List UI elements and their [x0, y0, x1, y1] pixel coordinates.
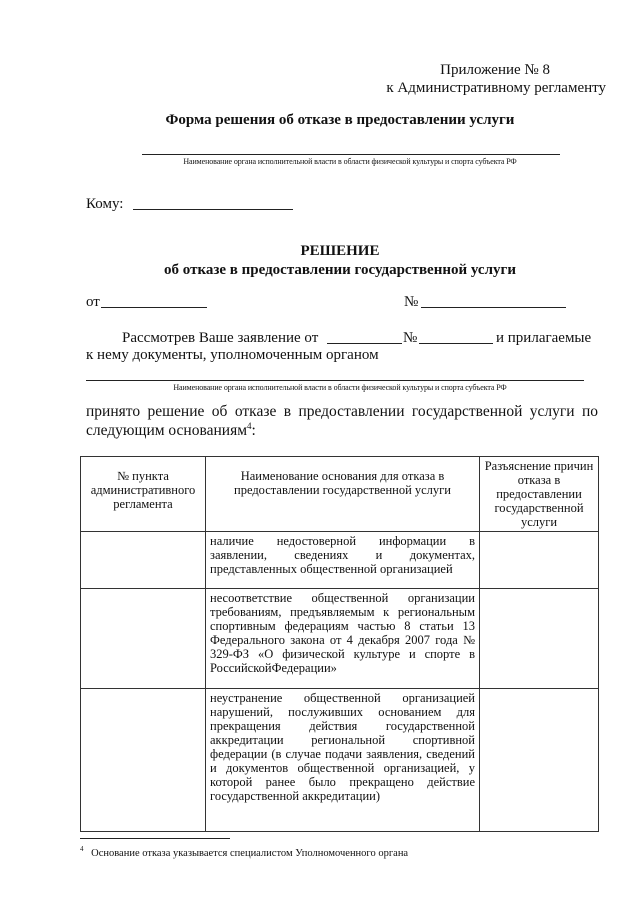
- form-title: Форма решения об отказе в предоставлении услуги: [165, 112, 515, 128]
- number-line: [421, 307, 566, 308]
- row3-explanation: [480, 689, 599, 832]
- row2-point: [81, 589, 206, 689]
- organ-caption-body: Наименование органа исполнительной власти в области физической культуры и спорта субъекта РФ: [173, 383, 507, 392]
- number-label: №: [404, 294, 419, 310]
- footnote-text: Основание отказа указывается специалистом Уполномоченного органа: [91, 847, 409, 859]
- application-number-line: [419, 343, 493, 344]
- row3-reason: неустранение общественной организацией нарушений, послуживших основанием для прекращения действия государственной аккредитации региональной спортивной федерации (в случае подачи заявления, сведений и документов общественной организацией, у которой ранее было прекращено действие государственной аккредитации): [206, 689, 480, 832]
- body-line3: принято решение об отказе в предоставлении государственной услуги по: [86, 403, 598, 420]
- body-line1-start: Рассмотрев Ваше заявление от: [122, 330, 319, 346]
- to-label: Кому:: [86, 196, 124, 212]
- header-explanation: Разъяснение причин отказа в предоставлении государственной услуги: [480, 457, 599, 532]
- footnote-ref: 4: [247, 421, 252, 431]
- body-line4-colon: :: [251, 422, 256, 440]
- body-line1-number-label: №: [403, 330, 418, 346]
- header-reason: Наименование основания для отказа в предоставлении государственной услуги: [206, 457, 480, 532]
- decision-subtitle: об отказе в предоставлении государственной услуги: [164, 262, 516, 278]
- footnote-separator: [80, 838, 230, 839]
- footnote: [80, 845, 408, 859]
- application-date-line: [327, 343, 402, 344]
- decision-title: РЕШЕНИЕ: [300, 243, 380, 259]
- organ-caption-top: Наименование органа исполнительной власти в области физической культуры и спорта субъекта РФ: [183, 157, 517, 166]
- date-line: [101, 307, 207, 308]
- row1-reason: наличие недостоверной информации в заявлении, сведениях и документах, представленных общественной организацией: [206, 532, 480, 589]
- row2-explanation: [480, 589, 599, 689]
- body-line4-text: следующим основаниям: [86, 422, 248, 440]
- body-line4: [86, 421, 256, 440]
- row2-reason: несоответствие общественной организации требованиям, предъявляемым к региональным спортивным федерациям частью 8 статьи 13 Федерального закона от 4 декабря 2007 года № 329-ФЗ «О физической культуре и спорте в РоссийскойФедерации»: [206, 589, 480, 689]
- header-point: № пункта административного регламента: [81, 457, 206, 532]
- from-label: от: [86, 294, 100, 310]
- footnote-mark: 4: [80, 845, 84, 853]
- row3-point: [81, 689, 206, 832]
- body-line1-end: и прилагаемые: [496, 330, 592, 346]
- refusal-grounds-table: [80, 456, 599, 832]
- table-row: [81, 689, 599, 832]
- row1-explanation: [480, 532, 599, 589]
- organ-name-line-top: [142, 154, 560, 155]
- appendix-line-2: к Административному регламенту: [386, 80, 606, 96]
- body-line2: к нему документы, уполномоченным органом: [86, 347, 379, 363]
- table-header-row: [81, 457, 599, 532]
- table-row: [81, 589, 599, 689]
- row1-point: [81, 532, 206, 589]
- organ-name-line-body: [86, 380, 584, 381]
- table-row: [81, 532, 599, 589]
- recipient-line: [133, 209, 293, 210]
- appendix-line-1: Приложение № 8: [440, 62, 550, 78]
